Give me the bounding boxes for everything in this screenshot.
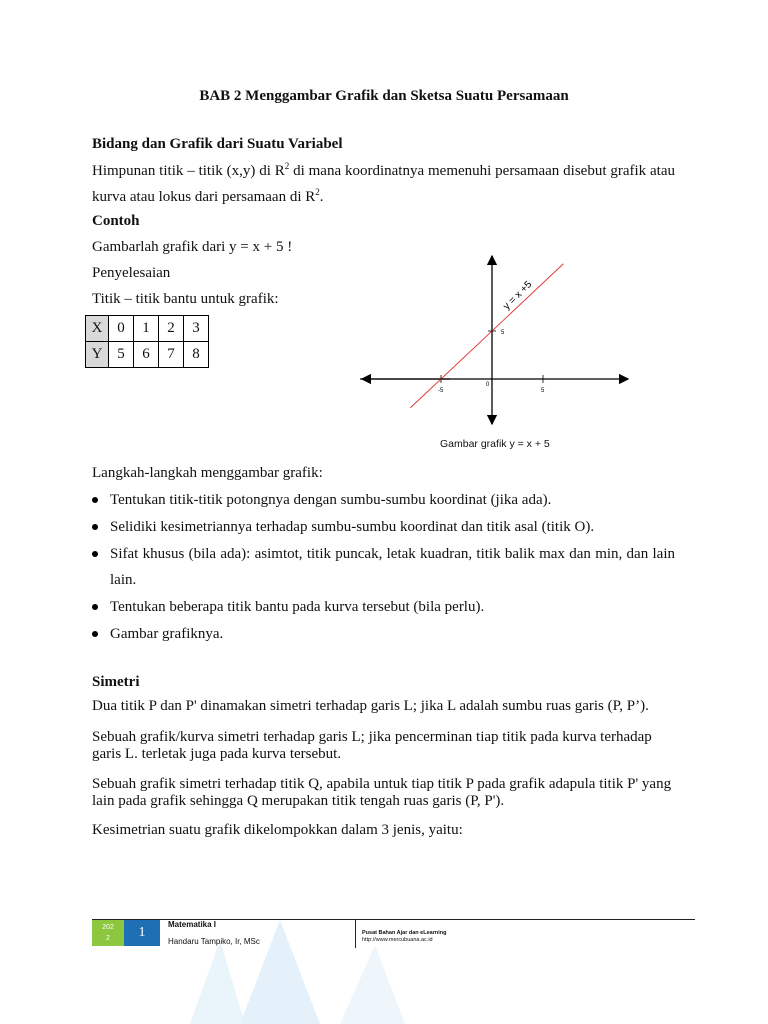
list-item: Gambar grafiknya. (92, 621, 675, 647)
table-row-x (86, 316, 209, 342)
section-heading-graph: Bidang dan Grafik dari Suatu Variabel (92, 136, 343, 152)
steps-heading: Langkah-langkah menggambar grafik: (92, 465, 323, 481)
footer-url[interactable]: http://www.mercubuana.ac.id (362, 937, 433, 943)
example-task: Gambarlah grafik dari y = x + 5 ! (92, 239, 293, 255)
footer-separator (355, 920, 356, 948)
year-badge (92, 920, 124, 946)
symmetry-paragraph-1: Dua titik P dan P' dinamakan simetri terhadap garis L; jika L adalah sumbu ruas garis (P, P’). (92, 698, 649, 714)
points-table (85, 315, 209, 368)
table-row-y (86, 342, 209, 368)
year-top: 202 (102, 924, 114, 931)
y-cell: 7 (159, 342, 184, 368)
list-item: Tentukan titik-titik potongnya dengan sumbu-sumbu koordinat (jika ada). (92, 487, 675, 513)
year-bottom: 2 (106, 935, 110, 942)
list-item: Selidiki kesimetriannya terhadap sumbu-sumbu koordinat dan titik asal (titik O). (92, 514, 675, 540)
x-cell: 3 (184, 316, 209, 342)
definition-end: . (319, 189, 324, 205)
symmetry-paragraph-4: Kesimetrian suatu grafik dikelompokkan dalam 3 jenis, yaitu: (92, 822, 463, 838)
list-item: Tentukan beberapa titik bantu pada kurva tersebut (bila perlu). (92, 594, 675, 620)
graph-caption: Gambar grafik y = x + 5 (440, 438, 550, 450)
x-cell: 0 (109, 316, 134, 342)
steps-list (92, 487, 675, 648)
y-header: Y (86, 342, 109, 368)
footer-course: Matematika I (168, 920, 217, 929)
x-header: X (86, 316, 109, 342)
example-heading: Contoh (92, 213, 140, 229)
definition-text-a: Himpunan titik – titik (x,y) di R (92, 163, 285, 179)
symmetry-paragraph-2: Sebuah grafik/kurva simetri terhadap garis L; jika pencerminan tiap titik pada kurva terhadap garis L. terletak juga pada kurva tersebut. (92, 729, 652, 762)
list-item: Sifat khusus (bila ada): asimtot, titik puncak, letak kuadran, titik balik max dan min, dan lain lain. (92, 541, 675, 593)
line-graph (350, 250, 640, 460)
x-cell: 2 (159, 316, 184, 342)
x-cell: 1 (134, 316, 159, 342)
definition-text-b: di mana koordinatnya memenuhi persamaan disebut grafik atau kurva atau lokus dari persamaan di R (92, 163, 676, 205)
points-label: Titik – titik bantu untuk grafik: (92, 291, 279, 307)
y-cell: 6 (134, 342, 159, 368)
symmetry-paragraph-3: Sebuah grafik simetri terhadap titik Q, apabila untuk tiap titik P pada grafik adapula titik P' yang lain pada grafik sehingga Q merupakan titik tengah ruas garis (P, P'). (92, 776, 672, 809)
solution-label: Penyelesaian (92, 265, 171, 281)
footer-author: Handaru Tampiko, Ir, MSc (168, 937, 260, 946)
y-cell: 5 (109, 342, 134, 368)
origin-label: 0 (486, 382, 490, 388)
series-label: y = x +5 (501, 279, 535, 313)
page-number: 1 (124, 920, 160, 946)
tick-label-y5: 5 (501, 330, 505, 336)
definition-sup: 2 (284, 161, 290, 171)
y-cell: 8 (184, 342, 209, 368)
symmetry-heading: Simetri (92, 674, 140, 690)
definition-paragraph (92, 158, 675, 210)
tick-label-neg5: -5 (438, 388, 444, 394)
page-title: BAB 2 Menggambar Grafik dan Sketsa Suatu Persamaan (199, 88, 569, 104)
tick-label-pos5: 5 (541, 388, 545, 394)
footer-center-name: Pusat Bahan Ajar dan eLearning (362, 930, 447, 936)
definition-sup-2: 2 (315, 187, 320, 197)
